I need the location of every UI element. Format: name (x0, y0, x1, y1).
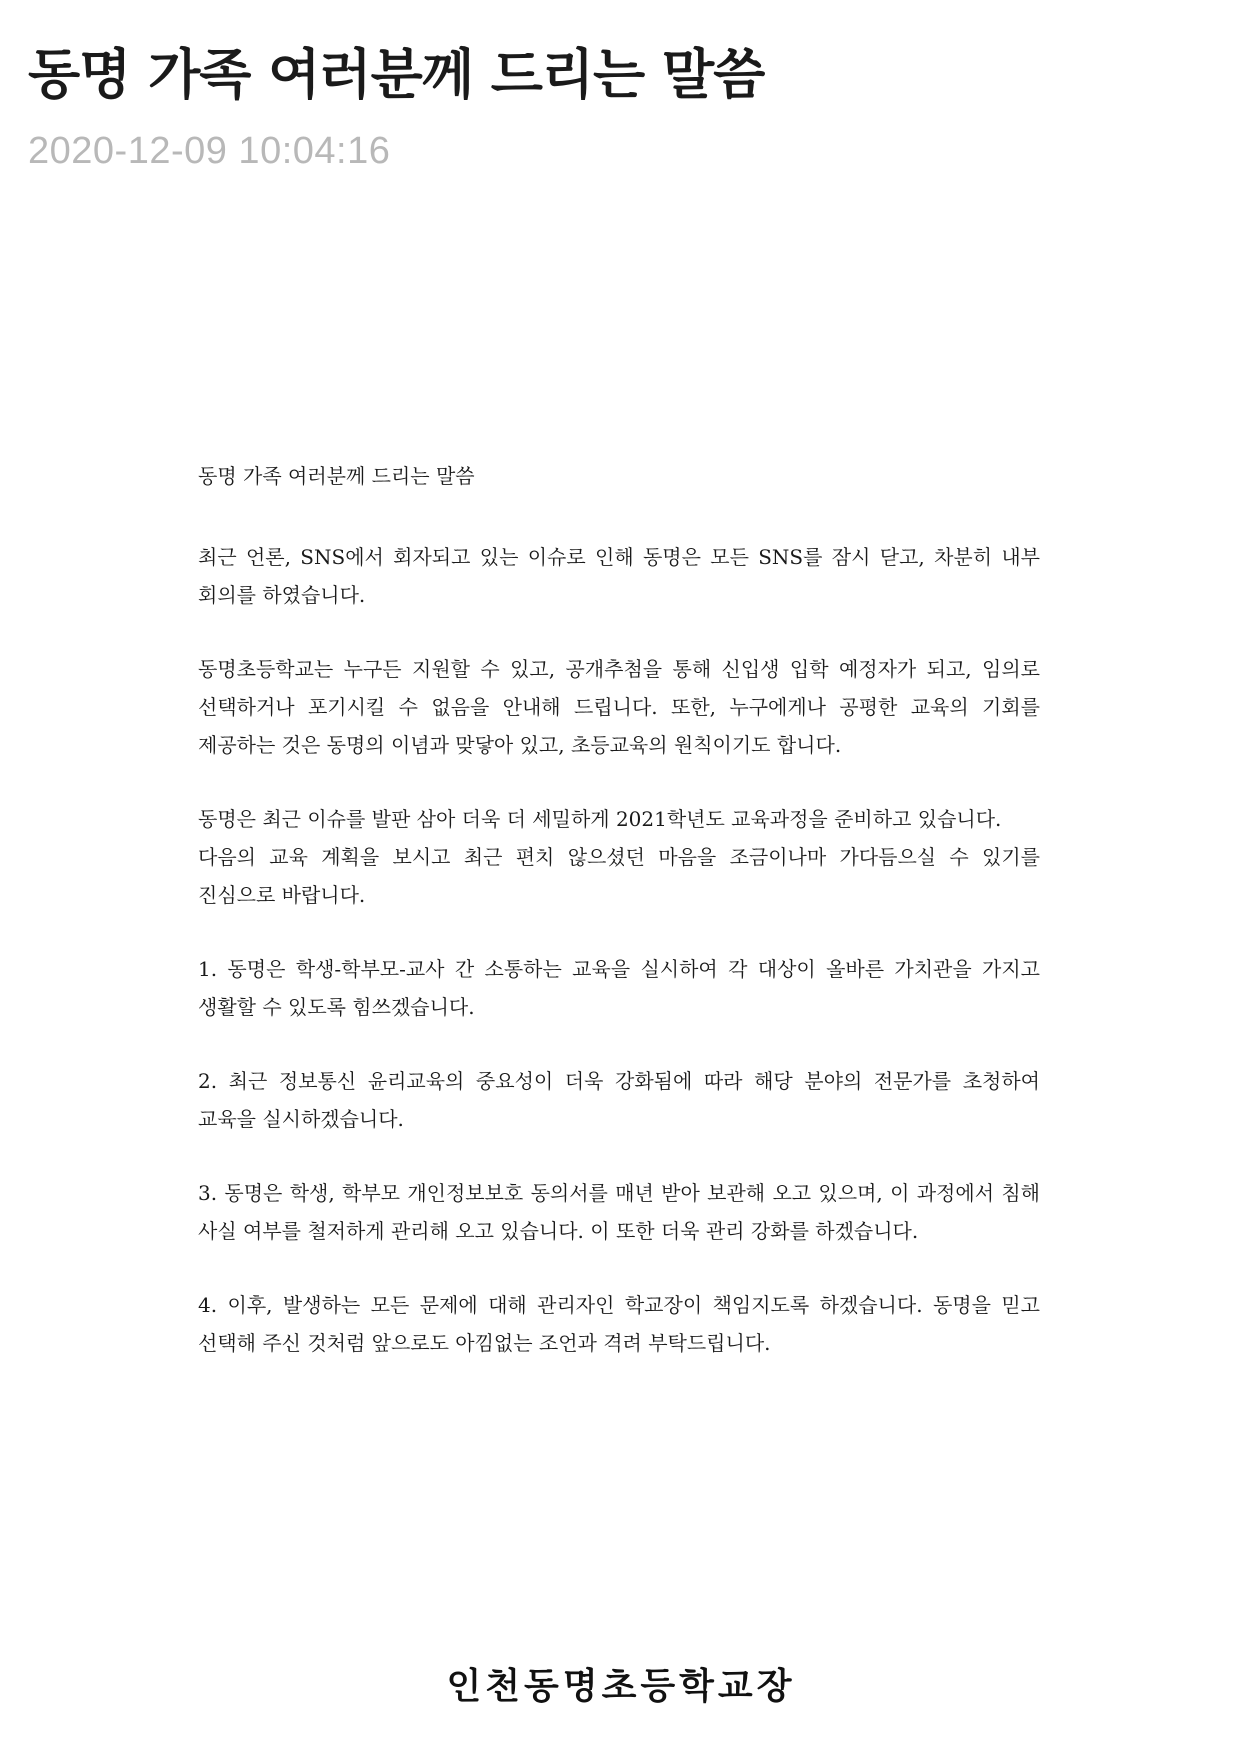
plan-item-2: 2. 최근 정보통신 윤리교육의 중요성이 더욱 강화됨에 따라 해당 분야의 전문가를 초청하여 교육을 실시하겠습니다. (198, 1069, 1040, 1131)
letter-document (198, 460, 1040, 1398)
plan-item-3: 3. 동명은 학생, 학부모 개인정보보호 동의서를 매년 받아 보관해 오고 있으며, 이 과정에서 침해 사실 여부를 철저하게 관리해 오고 있습니다. 이 또한 더욱 관리 강화를 하겠습니다. (198, 1181, 1040, 1243)
letter-signature: 인천동명초등학교장 (446, 1665, 796, 1707)
letter-body (198, 538, 1040, 1362)
post-timestamp: 2020-12-09 10:04:16 (28, 130, 391, 172)
paragraph-wish: 다음의 교육 계획을 보시고 최근 편치 않으셨던 마음을 조금이나마 가다듬으실 수 있기를 진심으로 바랍니다. (198, 845, 1040, 907)
plan-item-1: 1. 동명은 학생-학부모-교사 간 소통하는 교육을 실시하여 각 대상이 올바른 가치관을 가지고 생활할 수 있도록 힘쓰겠습니다. (198, 957, 1040, 1019)
post-title: 동명 가족 여러분께 드리는 말씀 (28, 43, 765, 106)
post-header (28, 40, 1208, 174)
paragraph-admission: 동명초등학교는 누구든 지원할 수 있고, 공개추첨을 통해 신입생 입학 예정자가 되고, 임의로 선택하거나 포기시킬 수 없음을 안내해 드립니다. 또한, 누구에게나 공평한 교육의 기회를 제공하는 것은 동명의 이념과 맞닿아 있고, 초등교육의 원칙이기도 합니다. (198, 657, 1040, 757)
paragraph-intro: 최근 언론, SNS에서 회자되고 있는 이슈로 인해 동명은 모든 SNS를 잠시 닫고, 차분히 내부 회의를 하였습니다. (198, 545, 1040, 607)
paragraph-preparation: 동명은 최근 이슈를 발판 삼아 더욱 더 세밀하게 2021학년도 교육과정을 준비하고 있습니다. (198, 807, 1002, 831)
plan-item-4: 4. 이후, 발생하는 모든 문제에 대해 관리자인 학교장이 책임지도록 하겠습니다. 동명을 믿고 선택해 주신 것처럼 앞으로도 아낌없는 조언과 격려 부탁드립니다. (198, 1293, 1040, 1355)
letter-heading: 동명 가족 여러분께 드리는 말씀 (198, 464, 475, 488)
